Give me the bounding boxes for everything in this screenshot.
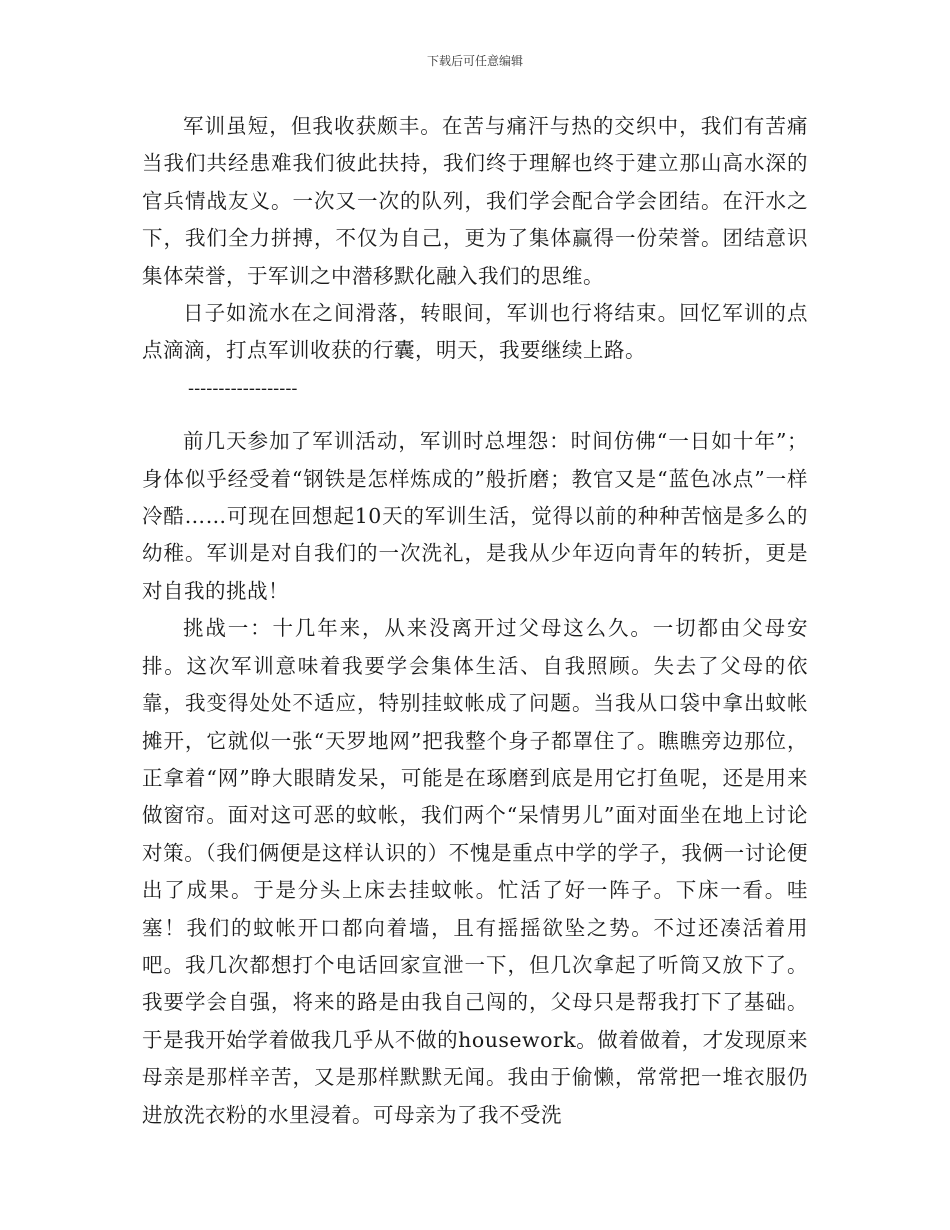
paragraph-4: 挑战一：十几年来，从来没离开过父母这么久。一切都由父母安排。这次军训意味着我要学会集体生活、自我照顾。失去了父母的依靠，我变得处处不适应，特别挂蚊帐成了问题。当我从口袋中拿出蚊帐摊开，它就似一张“天罗地网”把我整个身子都罩住了。瞧瞧旁边那位，正拿着“网”睁大眼睛发呆，可能是在琢磨到底是用它打鱼呢，还是用来做窗帘。面对这可恶的蚊帐，我们两个“呆情男儿”面对面坐在地上讨论对策。（我们俩便是这样认识的）不愧是重点中学的学子，我俩一讨论便出了成果。于是分头上床去挂蚊帐。忙活了好一阵子。下床一看。哇塞！我们的蚊帐开口都向着墙，且有摇摇欲坠之势。不过还凑活着用吧。我几次都想打个电话回家宣泄一下，但几次拿起了听筒又放下了。我要学会自强，将来的路是由我自己闯的，父母只是帮我打下了基础。于是我开始学着做我几乎从不做的housework。做着做着，才发现原来母亲是那样辛苦，又是那样默默无闻。我由于偷懒，常常把一堆衣服仍进放洗衣粉的水里浸着。可母亲为了我不受洗 (142, 616, 808, 1127)
spacer (142, 407, 808, 423)
page-header: 下载后可任意编辑 (426, 54, 523, 68)
body-text (142, 108, 808, 1134)
paragraph-1: 军训虽短，但我收获颇丰。在苦与痛汗与热的交织中，我们有苦痛当我们共经患难我们彼此扶持，我们终于理解也终于建立那山高水深的官兵情战友义。一次又一次的队列，我们学会配合学会团结。在汗水之下，我们全力拼搏，不仅为自己，更为了集体赢得一份荣誉。团结意识集体荣誉，于军训之中潜移默化融入我们的思维。 (142, 114, 808, 288)
paragraph-3: 前几天参加了军训活动，军训时总埋怨：时间仿佛“一日如十年”；身体似乎经受着“钢铁是怎样炼成的”般折磨；教官又是“蓝色冰点”一样冷酷……可现在回想起10天的军训生活，觉得以前的种种苦恼是多么的幼稚。军训是对自我们的一次洗礼，是我从少年迈向青年的转折，更是对自我的挑战！ (142, 429, 808, 603)
section-divider: ------------------ (188, 377, 298, 399)
paragraph-2: 日子如流水在之间滑落，转眼间，军训也行将结束。回忆军训的点点滴滴，打点军训收获的行囊，明天，我要继续上路。 (142, 301, 808, 363)
